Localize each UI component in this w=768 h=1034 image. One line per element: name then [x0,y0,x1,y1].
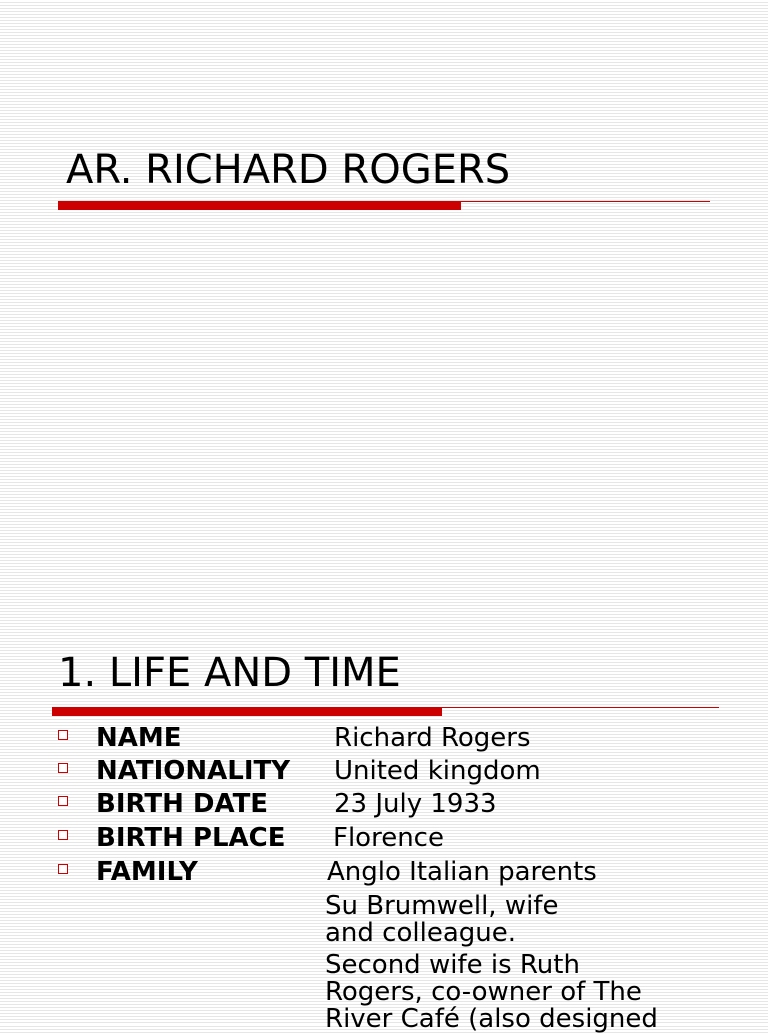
info-value: Richard Rogers [334,723,531,753]
info-label: BIRTH DATE [96,789,269,819]
info-label: FAMILY [96,857,198,887]
family-detail-spouse [325,893,558,947]
slide-title: AR. RICHARD ROGERS [66,147,511,193]
square-bullet-icon [58,796,68,806]
underline-thick-segment [58,201,461,210]
square-bullet-icon [58,730,68,740]
info-label: NATIONALITY [96,756,291,786]
underline-thin-segment [442,707,719,708]
info-label: NAME [96,723,182,753]
info-value: 23 July 1933 [334,789,497,819]
section-underline [52,707,719,717]
title-underline [58,201,710,211]
info-value: United kingdom [334,756,541,786]
info-value: Florence [333,823,444,853]
underline-thick-segment [52,707,442,716]
family-detail-line: Rogers, co-owner of The [325,977,642,1007]
info-label: BIRTH PLACE [96,823,286,853]
square-bullet-icon [58,763,68,773]
family-detail-second-wife [325,952,658,1033]
square-bullet-icon [58,864,68,874]
section-title: 1. LIFE AND TIME [58,650,401,696]
square-bullet-icon [58,830,68,840]
family-detail-line: River Café (also designed [325,1004,658,1034]
underline-thin-segment [461,201,710,202]
family-detail-line: and colleague. [325,918,517,948]
family-detail-line: Second wife is Ruth [325,950,580,980]
info-value: Anglo Italian parents [327,857,597,887]
family-detail-line: Su Brumwell, wife [325,891,559,921]
